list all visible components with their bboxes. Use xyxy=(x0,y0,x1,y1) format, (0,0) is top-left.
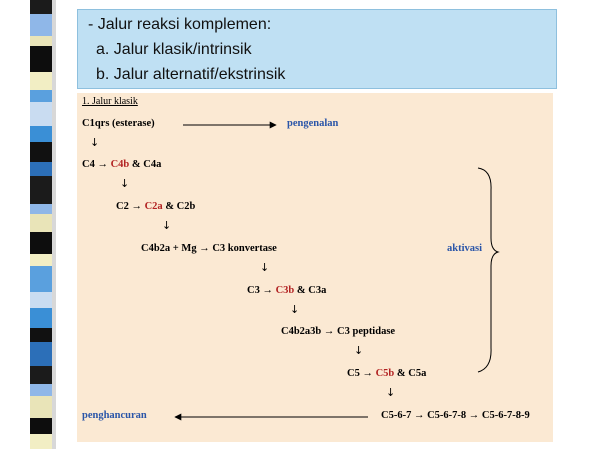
right-arrow-c4: → xyxy=(97,159,108,170)
step-c2-b: C2a xyxy=(144,201,163,212)
c3-peptidase-a: C4b2a3b xyxy=(281,326,324,337)
c3-konvertase-a: C4b2a + Mg xyxy=(141,243,200,254)
step-c2-a: C2 xyxy=(116,201,132,212)
header-line-1: - Jalur reaksi komplemen: xyxy=(88,16,272,33)
header-line-3: b. Jalur alternatif/ekstrinsik xyxy=(96,66,286,83)
aktivasi-label: aktivasi xyxy=(447,243,483,254)
down-arrow-5: ↓ xyxy=(290,303,300,316)
step-c5-c: & C5a xyxy=(394,368,427,379)
c5678-label: C5-6-7-8 xyxy=(424,410,469,421)
aktivasi-brace xyxy=(478,168,498,372)
right-arrow-konvertase: → xyxy=(199,243,210,254)
step-c4-b: C4b xyxy=(110,159,130,170)
c567-label: C5-6-7 xyxy=(381,410,414,421)
step-c3-c: & C3a xyxy=(294,285,327,296)
right-arrow-c2: → xyxy=(131,201,142,212)
right-arrow-c56789: → xyxy=(468,410,480,421)
step-c4-a: C4 xyxy=(82,159,98,170)
down-arrow-4: ↓ xyxy=(260,261,270,274)
right-arrow-c3: → xyxy=(262,285,273,296)
c56789-label: C5-6-7-8-9 xyxy=(479,410,530,421)
down-arrow-7: ↓ xyxy=(386,386,396,399)
c3-konvertase-b: C3 konvertase xyxy=(209,243,277,254)
c1qrs-label: C1qrs (esterase) xyxy=(82,118,155,129)
penghancuran-label: penghancuran xyxy=(82,410,147,421)
down-arrow-2: ↓ xyxy=(120,177,130,190)
step-c4-c: & C4a xyxy=(129,159,162,170)
pengenalan-label: pengenalan xyxy=(287,118,339,129)
section-title: 1. Jalur klasik xyxy=(82,96,138,107)
down-arrow-3: ↓ xyxy=(162,219,172,232)
right-arrow-c5678: → xyxy=(413,410,425,421)
c3-peptidase-b: C3 peptidase xyxy=(334,326,396,337)
step-c2-c: & C2b xyxy=(162,201,196,212)
down-arrow-6: ↓ xyxy=(354,344,364,357)
step-c3-b: C3b xyxy=(275,285,295,296)
down-arrow-1: ↓ xyxy=(90,136,100,149)
right-arrow-c5: → xyxy=(362,368,373,379)
step-c3-a: C3 xyxy=(247,285,263,296)
step-c5-a: C5 xyxy=(347,368,363,379)
step-c5-b: C5b xyxy=(375,368,395,379)
header-line-2: a. Jalur klasik/intrinsik xyxy=(96,41,252,58)
right-arrow-peptidase: → xyxy=(323,326,335,337)
